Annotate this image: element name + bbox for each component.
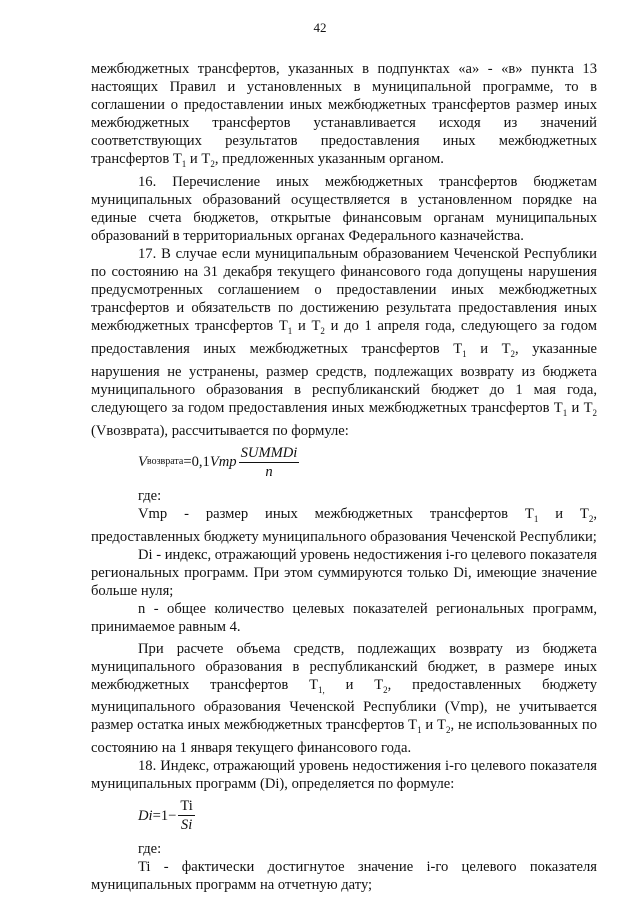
formula-index bbox=[138, 797, 597, 834]
definition-vmp: Vmp - размер иных межбюджетных трансфертов $Т_1$ и $Т_2$, предоставленных бюджету муниципального образования Чеченской Республики; bbox=[91, 505, 597, 545]
formula2-lhs: Di bbox=[138, 807, 153, 824]
formula2-equals: =1− bbox=[152, 807, 177, 824]
paragraph-calculation: При расчете объема средств, подлежащих возврату из бюджета муниципального образования в республиканский бюджет, в размере иных межбюджетных трансфертов $Т_{1,}$ и $Т_2$, предоставленных бюджету муниципального образования Чеченской Республики (Vmp), не учитывается размер остатка иных межбюджетных трансфертов $Т_1$ и $Т_2$, не использованных по состоянию на 1 января текущего финансового года. bbox=[91, 640, 597, 757]
formula-fraction bbox=[239, 444, 300, 481]
formula-variable: Vmp bbox=[209, 454, 237, 471]
definition-di: Di - индекс, отражающий уровень недостижения i-го целевого показателя региональных программ. При этом суммируются только Di, имеющие значение больше нуля; bbox=[91, 546, 598, 599]
formula-numerator: SUMMDi bbox=[240, 444, 298, 461]
formula-denominator: n bbox=[265, 463, 273, 480]
definition-n: n - общее количество целевых показателей региональных программ, принимаемое равным 4. bbox=[91, 600, 597, 635]
paragraph-17: 17. В случае если муниципальным образованием Чеченской Республики по состоянию на 31 декабря текущего финансового года допущены нарушения предусмотренных соглашением о предоставлении иных межбюджетных трансфертов и обязательств по достижению результата предоставления иных межбюджетных трансфертов $Т_1$ и $Т_2$ и до 1 апреля года, следующего за годом предоставления иных межбюджетных трансфертов $Т_1$ и $Т_2$, указанные нарушения не устранены, размер средств, подлежащих возврату из бюджета муниципального образования в республиканский бюджет до 1 мая года, следующего за годом предоставления иных межбюджетных трансфертов $Т_1$ и $Т_2$ (Vвозврата), рассчитывается по формуле: bbox=[91, 245, 598, 439]
paragraph-16: 16. Перечисление иных межбюджетных трансфертов бюджетам муниципальных образований осуществляется в установленном порядке на единые счета бюджетов, открытые финансовым органам муниципальных образований в территориальных органах Федерального казначейства. bbox=[91, 173, 597, 244]
formula-lhs: V bbox=[138, 454, 147, 471]
formula-return-volume bbox=[138, 444, 597, 481]
formula2-fraction bbox=[178, 797, 194, 834]
document-body bbox=[91, 60, 597, 894]
formula-equals: =0,1 bbox=[183, 454, 210, 471]
formula-lhs-subscript: возврата bbox=[146, 456, 184, 468]
where-label-1: где: bbox=[138, 487, 162, 504]
page-number: 42 bbox=[313, 20, 327, 35]
where-label-2: где: bbox=[138, 841, 162, 858]
paragraph-continuation: межбюджетных трансфертов, указанных в подпунктах «а» - «в» пункта 13 настоящих Правил и установленных в муниципальной программе, то в соглашении о предоставлении иных межбюджетных трансфертов размер иных межбюджетных трансфертов устанавливается исходя из значений соответствующих результатов предоставления иных межбюджетных трансфертов $Т_1$ и $Т_2$, предложенных указанным органом. bbox=[91, 61, 597, 169]
definition-ti: Ti - фактически достигнутое значение i-го целевого показателя муниципальных программ на отчетную дату; bbox=[91, 859, 597, 894]
paragraph-18: 18. Индекс, отражающий уровень недостижения i-го целевого показателя муниципальных программ (Di), определяется по формуле: bbox=[91, 758, 597, 793]
formula2-denominator: Si bbox=[180, 817, 193, 834]
formula2-numerator: Ti bbox=[180, 798, 193, 815]
